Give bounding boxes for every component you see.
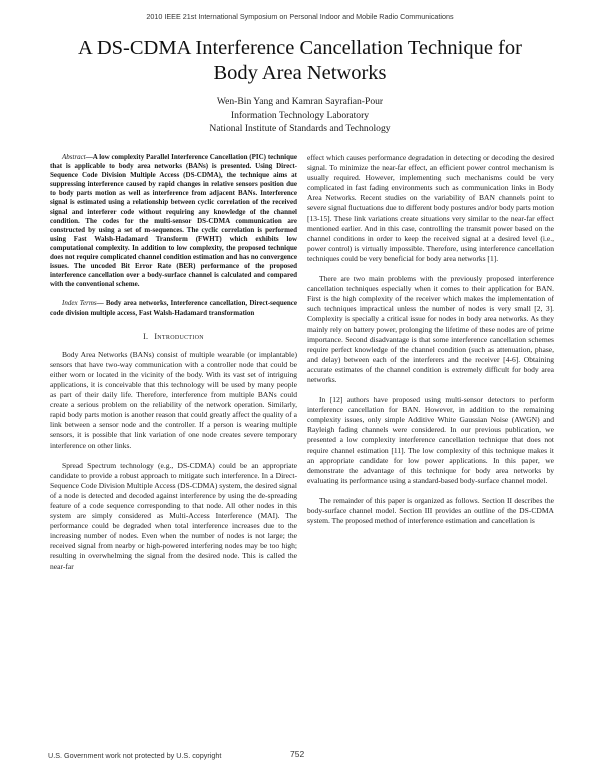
abstract-text: —A low complexity Parallel Interference Cancellation (PIC) technique that is applicable to body area networks (BANs) is presented. Using Direct-Sequence Code Division Multiple Access (DS-CDMA), the technique aims at suppressing interference caused by rapid changes in relative sensors position due to body parts motion as well as interference from adjacent BANs. Interference signal is estimated using a relationship between cyclic correlation of the received signal and interferer code without requiring any knowledge of the channel condition. The codes for the multi-sensor DS-CDMA communication are constructed by using a set of m-sequences. The cyclic correlation is performed using Fast Walsh-Hadamard Transform (FWHT) which exhibits low computational complexity. In addition to low complexity, the proposed technique does not require complicated channel condition estimation and has no convergence issues. The uncoded Bit Error Rate (BER) performance of the proposed interference cancellation over a body-surface channel is calculated and compared with the conventional scheme. bbox=[50, 153, 297, 289]
paper-title bbox=[40, 36, 560, 86]
abstract bbox=[50, 153, 297, 289]
paragraph: In [12] authors have proposed using multi-sensor detectors to perform interference cancellation for BAN. However, in addition to the remaining complexity issues, only simple Additive White Gaussian Noise (AWGN) and Rayleigh fading channels were considered. In our previous publication, we presented a low complexity interference cancellation technique that does not require channel estimation [11]. The low complexity of this technique makes it an appropriate candidate for low power applications. In this paper, we demonstrate the advantage of this technique for body area networks by evaluating its performance using a standard-based body-surface channel model. bbox=[307, 395, 554, 485]
index-terms bbox=[50, 299, 297, 317]
section-heading-introduction bbox=[50, 332, 297, 342]
paragraph: There are two main problems with the previously proposed interference cancellation techniques especially when it comes to their application for BAN. First is the high complexity of the receiver which makes the implementation of such techniques impractical unless the number of nodes is very small [2, 3]. Complexity is specially a critical issue for nodes in body area networks. As they mainly rely on battery power, prolonging the lifetime of these nodes are of prime importance. Second disadvantage is that some interference cancellation schemes require perfect knowledge of the channel condition (such as attenuation, phase, and delay) between each of the interferers and the receiver [4-6]. Obtaining accurate estimates of the channel condition is extremely difficult for body area networks. bbox=[307, 274, 554, 384]
paragraph: Body Area Networks (BANs) consist of multiple wearable (or implantable) sensors that have two-way communication with a controller node that could be either worn or located in the vicinity of the body. With its vast set of intriguing applications, it is conceivable that this technology will be used by many people as part of their daily life. Therefore, interference from multiple BANs could create a serious problem on the reliability of the network operation. Similarly, rapid body parts motion is another reason that could greatly affect the quality of a link between a sensor node and the controller. If a person is wearing multiple sensors, it is possible that link variation of one node creates severe temporary interference on other links. bbox=[50, 349, 297, 450]
index-terms-lead: Index Terms bbox=[62, 299, 97, 308]
paper-title-line-2: Body Area Networks bbox=[213, 62, 387, 84]
abstract-lead: Abstract bbox=[62, 153, 86, 161]
paragraph: Spread Spectrum technology (e.g., DS-CDMA) could be an appropriate candidate to provide a robust approach to mitigate such interference. In a Direct-Sequence Code Division Multiple Access (DS-CDMA) system, the desired signal of a node is detected and decoded against interference by using the de-spreading feature of a code sequence corresponding to that node. All other nodes in this system are simply considered as Multi-Access Interference (MAI). The performance could be degraded when total interference increases due to the increasing number of nodes. Even when the number of nodes is not large; the received signal from nearby or high-powered interfering nodes may be too high; resulting in overwhelming the signal from the desired node. This is called the near-far bbox=[50, 460, 297, 571]
author-block bbox=[100, 95, 500, 136]
section-title: Introduction bbox=[154, 331, 204, 341]
author-lab: Information Technology Laboratory bbox=[230, 109, 370, 121]
author-institute: National Institute of Standards and Technology bbox=[209, 123, 391, 134]
author-names: Wen-Bin Yang and Kamran Sayrafian-Pour bbox=[216, 96, 384, 107]
conference-header: 2010 IEEE 21st International Symposium on Personal Indoor and Mobile Radio Communications bbox=[146, 12, 454, 21]
paragraph: The remainder of this paper is organized as follows. Section II describes the body-surface channel model. Section III provides an outline of the DS-CDMA system. The proposed method of interference estimation and cancellation is bbox=[307, 495, 554, 526]
paper-title-line-1: A DS-CDMA Interference Cancellation Technique for bbox=[78, 37, 522, 59]
section-number: I. bbox=[143, 331, 149, 341]
right-column bbox=[307, 153, 554, 536]
copyright-note: U.S. Government work not protected by U.S. copyright bbox=[48, 751, 222, 760]
page-number: 752 bbox=[290, 749, 305, 759]
index-terms-text: — Body area networks, Interference cancellation, Direct-sequence code division multiple access, Fast Walsh-Hadamard transformation bbox=[50, 299, 298, 317]
paragraph: effect which causes performance degradation in detecting or decoding the desired signal. To minimize the near-far effect, an efficient power control mechanism is usually required. However, implementing such mechanisms could be very complicated in fast fading environments such as communication links in Body Area Networks. Recent studies on the variability of BAN channels point to severe signal fluctuations due to different body postures and/or body parts motion [13-15]. These link variations create situations very similar to the near-far effect mentioned earlier. And in this case, controlling the transmit power based on the channel conditions in order to keep the received signal at a desired level (i.e., power control) is virtually impossible. Therefore, using interference cancellation techniques could be very beneficial for body area networks [1]. bbox=[307, 153, 554, 263]
left-column bbox=[50, 153, 297, 582]
